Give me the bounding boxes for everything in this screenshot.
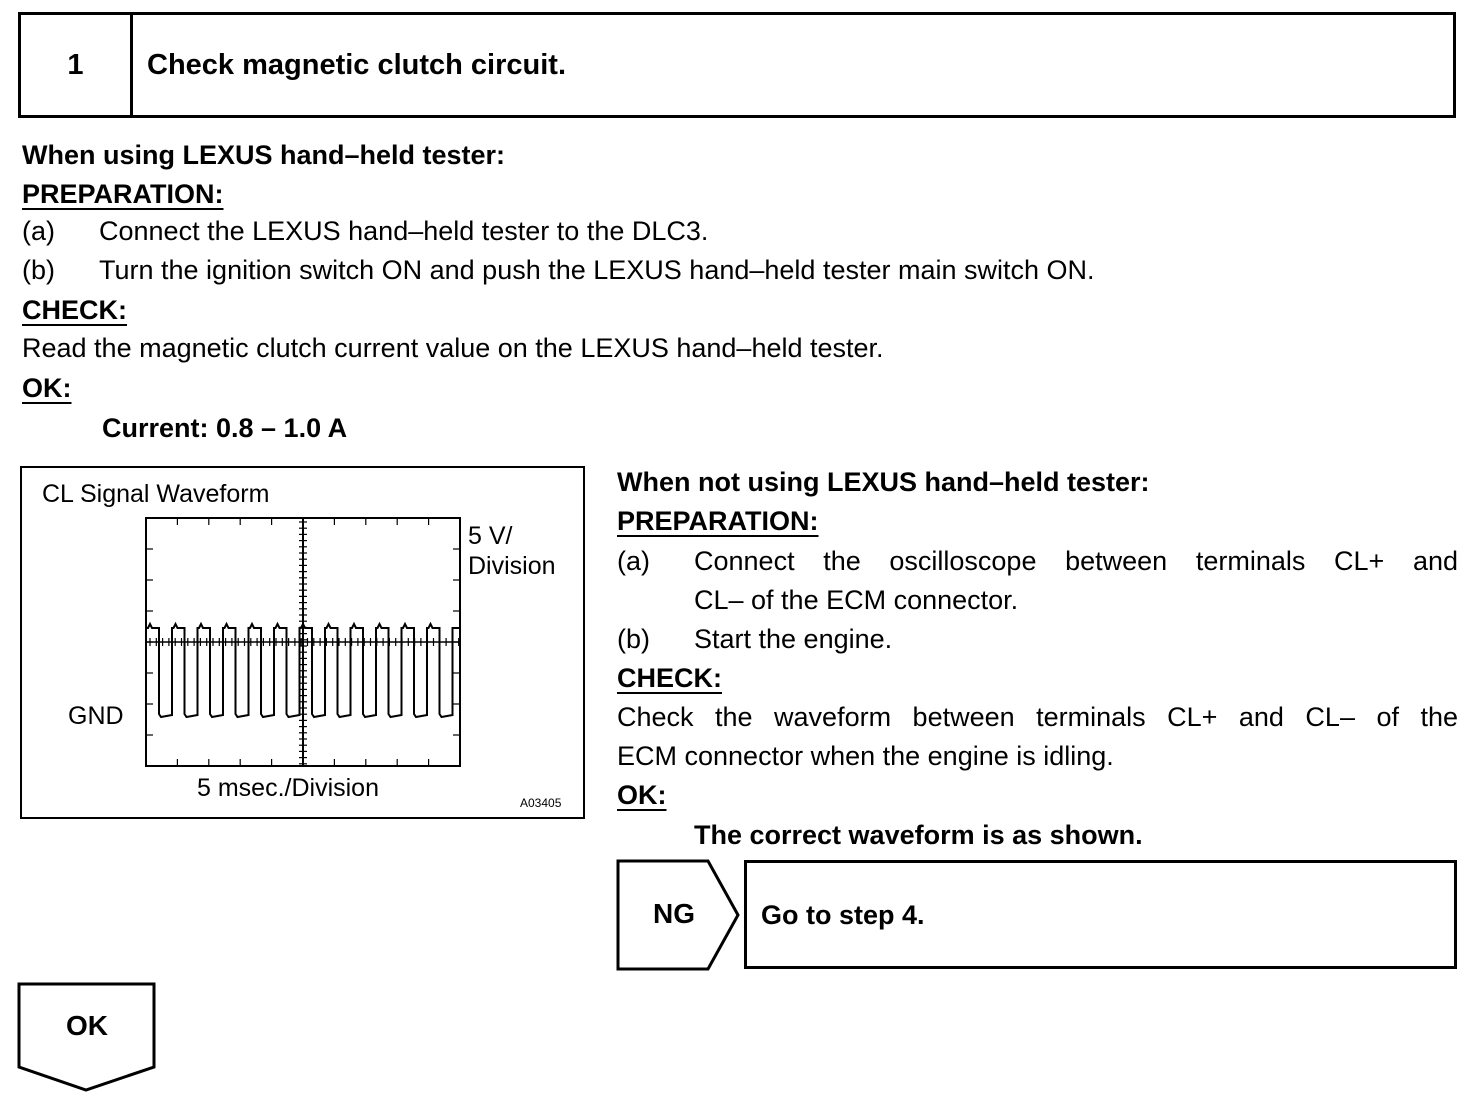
ng-action-box (744, 860, 1457, 969)
scope-step-b-text: Start the engine. (694, 624, 893, 654)
tester-step-b-marker: (b) (22, 255, 55, 285)
volt-scale-line1: 5 V/ (468, 522, 513, 550)
step-header (18, 12, 1456, 118)
gnd-label: GND (68, 702, 124, 730)
scope-step-a-marker: (a) (617, 546, 650, 576)
step-number: 1 (21, 15, 133, 115)
figure-code: A03405 (520, 796, 562, 810)
tester-ok-label: OK: (22, 373, 72, 403)
tester-preparation-label: PREPARATION: (22, 179, 224, 209)
scope-check-line2: ECM connector when the engine is idling. (617, 741, 1114, 771)
scope-check-label: CHECK: (617, 663, 722, 693)
ng-label: NG (653, 898, 695, 929)
scope-step-a-line2: CL– of the ECM connector. (694, 585, 1019, 615)
waveform-figure (20, 466, 585, 819)
time-scale-label: 5 msec./Division (197, 774, 379, 802)
scope-ok-label: OK: (617, 780, 667, 810)
tester-step-b-text: Turn the ignition switch ON and push the LEXUS hand–held tester main switch ON. (99, 255, 1095, 285)
oscilloscope-grid (144, 516, 462, 768)
scope-heading: When not using LEXUS hand–held tester: (617, 467, 1150, 497)
tester-heading: When using LEXUS hand–held tester: (22, 140, 506, 170)
tester-ok-value: Current: 0.8 – 1.0 A (102, 413, 348, 443)
ng-action-text: Go to step 4. (761, 899, 925, 930)
tester-step-a-text: Connect the LEXUS hand–held tester to the DLC3. (99, 216, 709, 246)
ok-label: OK (66, 1010, 108, 1041)
tester-check-label: CHECK: (22, 295, 127, 325)
volt-scale-line2: Division (468, 552, 556, 580)
scope-check-line1: Check the waveform between terminals CL+ and CL– of the (617, 702, 1458, 732)
step-title: Check magnetic clutch circuit. (147, 48, 567, 81)
tester-check-text: Read the magnetic clutch current value on the LEXUS hand–held tester. (22, 333, 884, 363)
scope-ok-value: The correct waveform is as shown. (694, 820, 1143, 850)
scope-step-b-marker: (b) (617, 624, 650, 654)
tester-step-a-marker: (a) (22, 216, 55, 246)
scope-preparation-label: PREPARATION: (617, 506, 819, 536)
waveform-title: CL Signal Waveform (42, 480, 270, 508)
scope-step-a-line1: Connect the oscilloscope between terminals CL+ and (694, 546, 1458, 576)
